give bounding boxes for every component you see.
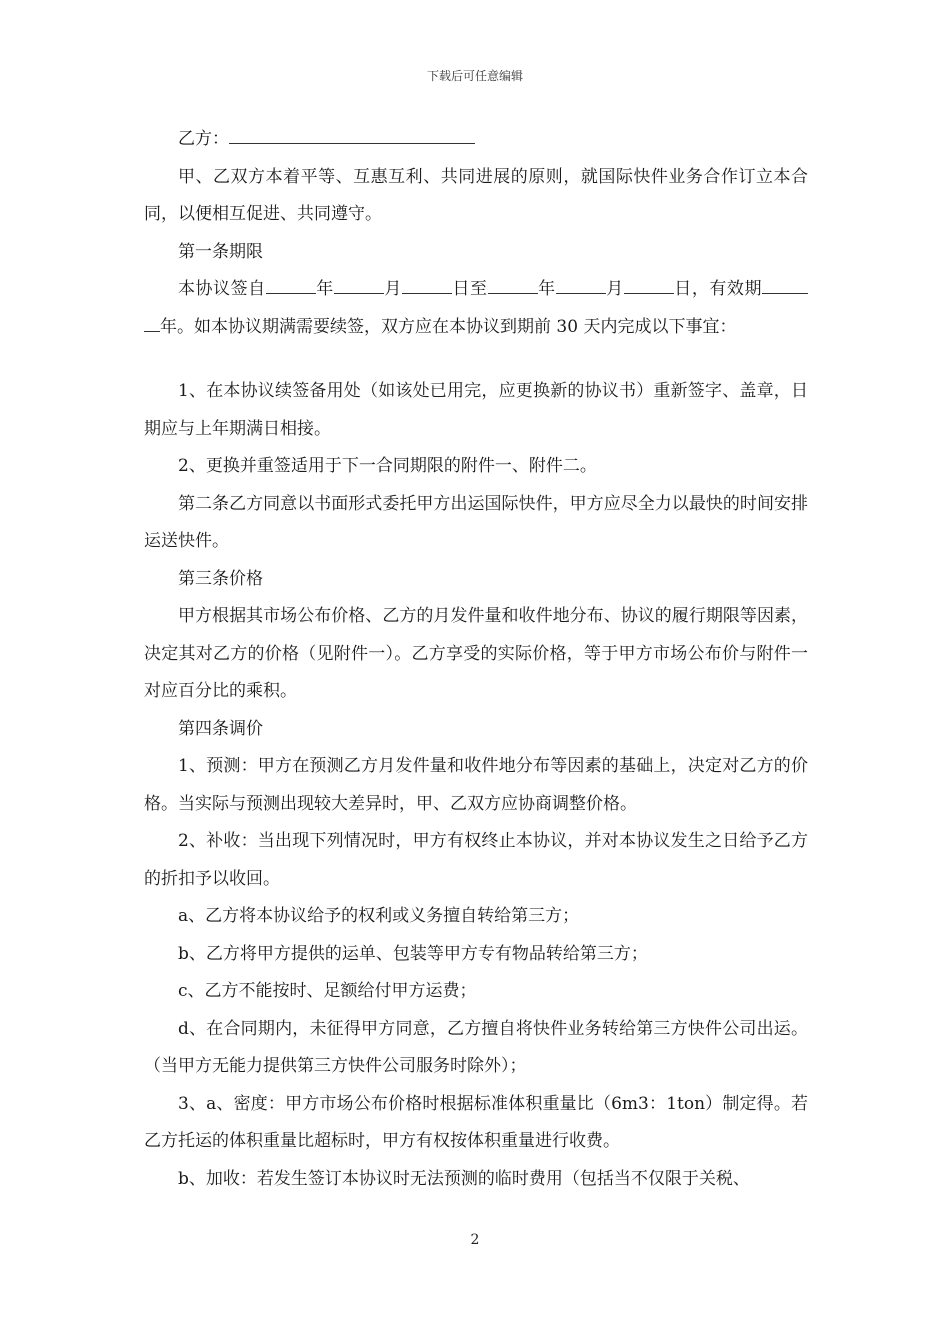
party-b-line: [144, 121, 808, 159]
article-4-item-2b: b、乙方将甲方提供的运单、包装等甲方专有物品转给第三方；: [178, 943, 648, 964]
end-month-blank: [556, 278, 606, 294]
term-paragraph: 本协议签自 年 月 日至 年 月 日，有效期年。如本协议期满需要续签，双方应在本协议到期前 30 天内完成以下事宜：: [144, 271, 808, 346]
end-day-blank: [624, 278, 674, 294]
article-4-item-1: 1、预测：甲方在预测乙方月发件量和收件地分布等因素的基础上，决定对乙方的价格。当实际与预测出现较大差异时，甲、乙双方应协商调整价格。: [144, 756, 808, 814]
article-4-item-3a: 3、a、密度：甲方市场公布价格时根据标准体积重量比（6m3：1ton）制定得。若乙方托运的体积重量比超标时，甲方有权按体积重量进行收费。: [144, 1093, 808, 1151]
page-number: 2: [470, 1232, 480, 1248]
contract-body: [144, 121, 808, 1198]
start-month-blank: [334, 278, 384, 294]
end-year-blank: [488, 278, 538, 294]
article-3-body: 甲方根据其市场公布价格、乙方的月发件量和收件地分布、协议的履行期限等因素，决定其对乙方的价格（见附件一）。乙方享受的实际价格，等于甲方市场公布价与附件一对应百分比的乘积。: [144, 606, 808, 701]
party-b-label: 乙方：: [178, 129, 229, 149]
article-2: 第二条乙方同意以书面形式委托甲方出运国际快件，甲方应尽全力以最快的时间安排运送快件。: [144, 493, 808, 551]
preamble-paragraph: 甲、乙双方本着平等、互惠互利、共同进展的原则，就国际快件业务合作订立本合同，以便相互促进、共同遵守。: [144, 166, 808, 224]
start-year-blank: [266, 278, 316, 294]
renewal-item-2: 2、更换并重签适用于下一合同期限的附件一、附件二。: [178, 456, 597, 476]
article-1-title: 第一条期限: [178, 241, 263, 262]
spacer: [144, 346, 808, 373]
page-header: 下载后可任意编辑: [426, 69, 523, 83]
article-3-title: 第三条价格: [178, 568, 263, 589]
validity-blank: [762, 278, 808, 294]
start-day-blank: [402, 278, 452, 294]
party-b-blank: [229, 128, 475, 144]
article-4-item-2: 2、补收：当出现下列情况时，甲方有权终止本协议，并对本协议发生之日给予乙方的折扣予以收回。: [144, 831, 808, 889]
article-4-item-2d: d、在合同期内，未征得甲方同意，乙方擅自将快件业务转给第三方快件公司出运。（当甲方无能力提供第三方快件公司服务时除外）；: [144, 1018, 808, 1076]
renewal-item-1: 1、在本协议续签备用处（如该处已用完，应更换新的协议书）重新签字、盖章，日期应与上年期满日相接。: [144, 381, 808, 439]
article-4-item-2c: c、乙方不能按时、足额给付甲方运费；: [178, 981, 477, 1001]
article-4-title: 第四条调价: [178, 718, 263, 739]
article-4-item-3b: b、加收：若发生签订本协议时无法预测的临时费用（包括当不仅限于关税、: [178, 1168, 750, 1189]
article-4-item-2a: a、乙方将本协议给予的权利或义务擅自转给第三方；: [178, 906, 580, 926]
validity-blank-cont: [144, 316, 160, 332]
